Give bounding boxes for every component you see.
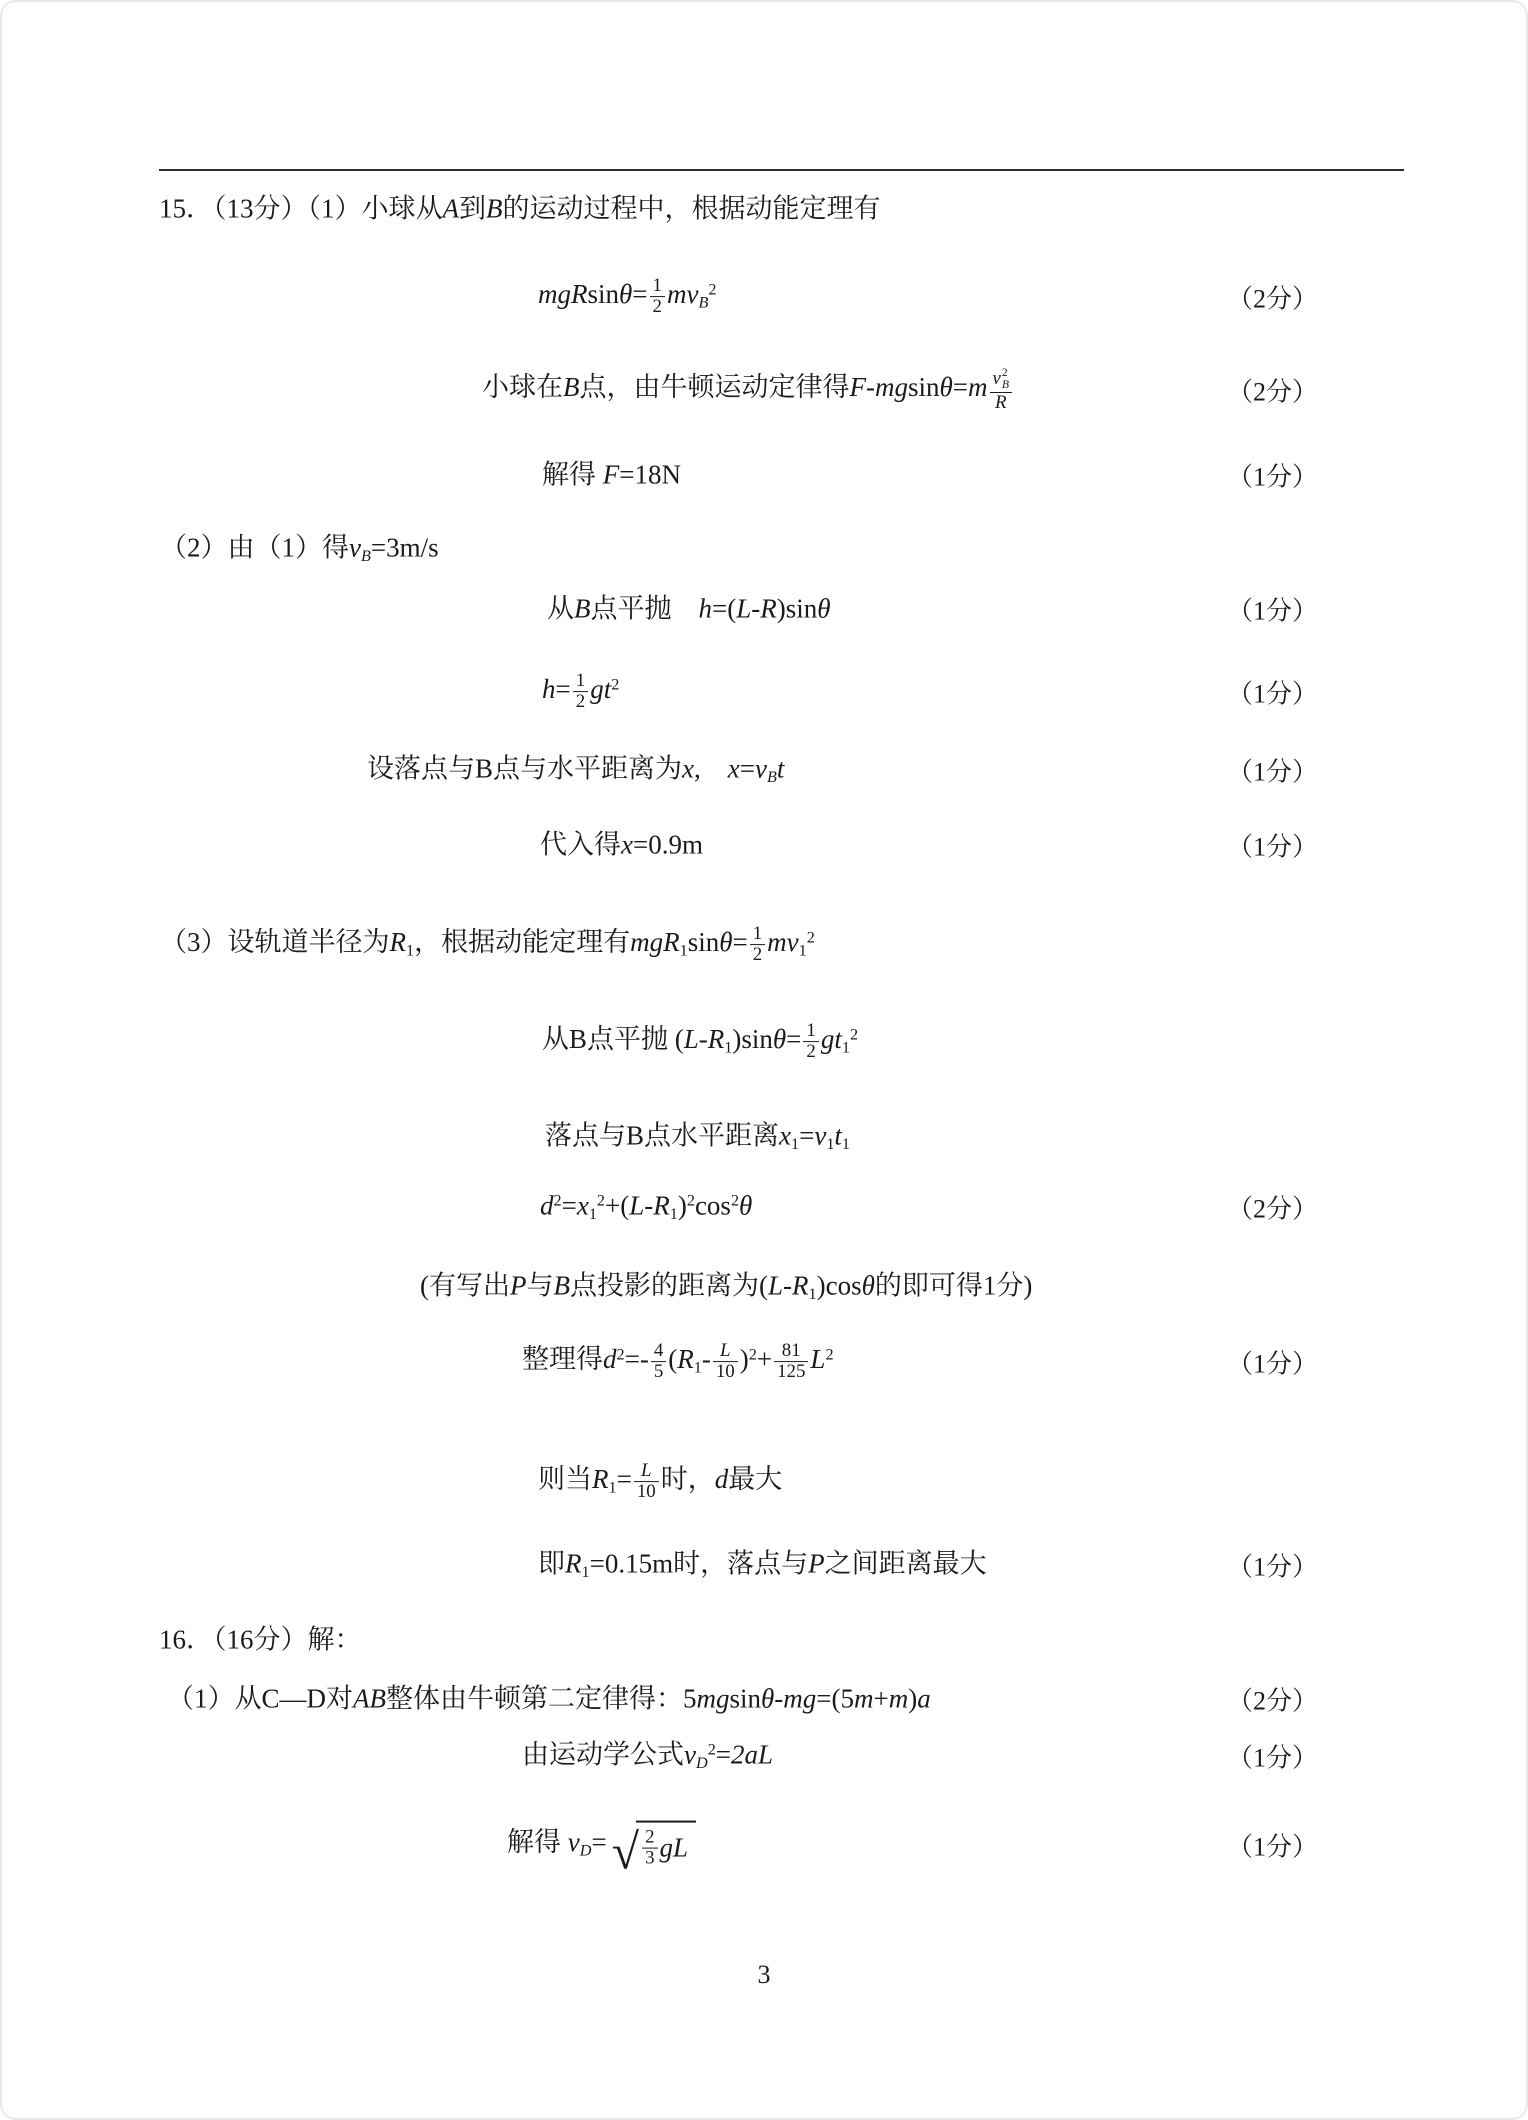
line-15-eq-h-score: （1分） bbox=[1227, 596, 1319, 626]
page-number: 3 bbox=[757, 1960, 771, 1989]
line-15-eq-d2: $d^2=x_1^2+(L-R_1)^2\cos^2\theta$ bbox=[540, 1190, 753, 1223]
line-15-eq-max-cond: 则当$R_1=$ $\frac{L}{10}$ 时，d最大 bbox=[538, 1460, 783, 1503]
line-15-eq-energy: mgRsinθ= $\frac{1}{2}$ $mv_B^2$ bbox=[538, 275, 717, 318]
line-15-part2: （2）由（1）得$v_B=3m/s$ bbox=[160, 532, 439, 565]
line-15-eq-simplified-score: （1分） bbox=[1227, 1349, 1319, 1379]
line-15-result-r1: 即$R_1=0.15m$时，落点与P之间距离最大 bbox=[538, 1548, 987, 1581]
line-15-result-f: 解得 F=18N bbox=[542, 459, 681, 490]
line-15-eq-h2: h= $\frac{1}{2}$ $gt^2$ bbox=[542, 670, 620, 713]
line-15-result-f-score: （1分） bbox=[1227, 462, 1319, 492]
line-15-eq-x-score: （1分） bbox=[1227, 757, 1319, 787]
line-15-eq-d2-score: （2分） bbox=[1227, 1194, 1319, 1224]
line-15-eq-x: 设落点与B点与水平距离为x, $x=v_Bt$ bbox=[367, 753, 785, 786]
line-16-result-vd: 解得 $v_D=$ √ $\frac{2}{3}$ gL bbox=[507, 1821, 696, 1870]
line-15-part3: （3）设轨道半径为$R_1$，根据动能定理有mgR$_1$sinθ= $\frac{1}{2}$ $mv_1^2$ bbox=[160, 923, 815, 966]
top-rule bbox=[159, 169, 1404, 171]
line-16-result-vd-score: （1分） bbox=[1227, 1832, 1319, 1862]
line-16-eq-newton2-score: （2分） bbox=[1227, 1686, 1319, 1716]
line-15-note: (有写出P与B点投影的距离为$(L-R_1)\cos\theta$的即可得1分) bbox=[420, 1270, 1033, 1303]
line-15-header: 15．（13分）（1）小球从A到B的运动过程中，根据动能定理有 bbox=[159, 193, 881, 224]
line-16-eq-kinematics-score: （1分） bbox=[1227, 1743, 1319, 1773]
line-15-result-x-score: （1分） bbox=[1227, 832, 1319, 862]
line-15-result-r1-score: （1分） bbox=[1227, 1552, 1319, 1582]
line-15-eq-h: 从B点平抛 h=(L-R)sinθ bbox=[547, 593, 831, 624]
line-15-eq-energy-score: （2分） bbox=[1227, 284, 1319, 314]
line-15-eq-newton: 小球在B点，由牛顿运动定律得F-mgsinθ=m v 2 B R bbox=[482, 367, 1014, 413]
line-16-eq-kinematics: 由运动学公式$v_D^2=2aL$ bbox=[522, 1739, 774, 1772]
line-15-eq-proj: 从B点平抛 $(L-R_1)\sin\theta=$ $\frac{1}{2}$ $gt_1^2$ bbox=[542, 1020, 859, 1063]
line-16-header: 16．（16分）解： bbox=[159, 1624, 362, 1655]
line-16-eq-newton2: （1）从C—D对AB整体由牛顿第二定律得：5mgsinθ-mg=(5m+m)a bbox=[167, 1683, 931, 1714]
line-15-result-x: 代入得x=0.9m bbox=[540, 829, 703, 860]
line-15-eq-x1: 落点与B点水平距离$x_1=v_1t_1$ bbox=[545, 1120, 851, 1153]
line-15-eq-newton-score: （2分） bbox=[1227, 377, 1319, 407]
line-15-eq-simplified: 整理得$d^2=-$ $\frac{4}{5}$ ($R_1-$ $\frac{L}{10}$ )$^2$+ $\frac{81}{125}$ $L^2$ bbox=[522, 1340, 834, 1383]
line-15-eq-h2-score: （1分） bbox=[1227, 679, 1319, 709]
